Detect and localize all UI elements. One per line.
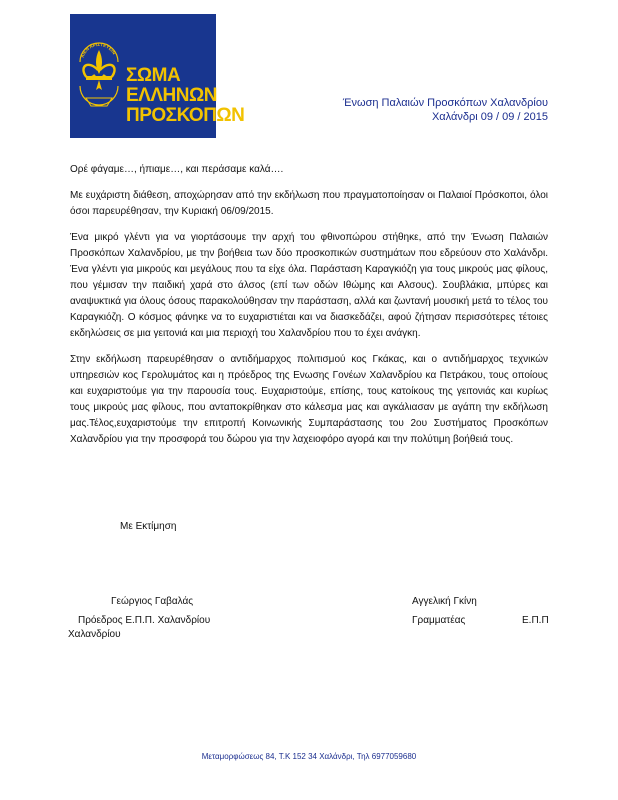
logo-line-1: ΣΩΜΑ [126, 65, 181, 86]
left-signatory-title: Πρόεδρος Ε.Π.Π. Χαλανδρίου [78, 615, 211, 626]
logo-line-3: ΠΡΟΣΚΟΠΩΝ [126, 105, 245, 126]
left-signatory-title-cont: Χαλανδρίου [68, 629, 121, 640]
right-signatory-name: Αγγελική Γκίνη [412, 596, 477, 607]
scouts-logo [70, 14, 245, 138]
logo-motto: ΑΙΕΝ ΑΡΙΣΤΕΥΕΙΝ [79, 41, 117, 59]
letterhead [343, 96, 548, 124]
left-signatory-name: Γεώργιος Γαβαλάς [111, 596, 194, 607]
greeting-paragraph: Ορέ φάγαμε…, ήπιαμε…, και περάσαμε καλά…. [70, 164, 284, 175]
logo-line-2: ΕΛΛΗΝΩΝ [126, 85, 217, 106]
footer-address: Μεταμορφώσεως 84, Τ.Κ 152 34 Χαλάνδρι, Τηλ 6977059680 [201, 752, 417, 761]
closing: Με Εκτίμηση [120, 521, 177, 532]
right-signatory-org: Ε.Π.Π [522, 615, 549, 626]
letter-body [70, 162, 548, 458]
body-paragraph: Ένα μικρό γλέντι για να γιορτάσουμε την αρχή του φθινοπώρου στήθηκε, από την Ένωση Παλαιών Προσκόπων Χαλανδρίου, με την βοήθεια των δύο προσκοπικών συστημάτων που εδρεύουν στο Χαλάνδρι. Ένα γλέντι για μικρούς και μεγάλους που τα είχε όλα. Παράσταση Καραγκιόζη για τους μικρούς μας φίλους, που γέμισαν την παιδική χαρά στο άλσος (επί των οδών Ιθώμης και Αλσους). Σουβλάκια, μπύρες και αναψυκτικά για όλους όσους παρακολούθησαν την παράσταση, αλλά και ζωντανή μουσική μετά το τέλος του Καραγκιόζη. Ο κόσμος φάνηκε να το ευχαριστιέται και να διασκεδάζει, αφού ζήτησαν περισσότερες τέτοιες εκδηλώσεις σε μια γειτονιά και μια περιοχή του Χαλανδρίου που το έχει ανάγκη. [70, 232, 548, 339]
body-paragraph: Στην εκδήλωση παρευρέθησαν ο αντιδήμαρχος πολιτισμού κος Γκάκας, και ο αντιδήμαρχος τεχνικών υπηρεσιών κος Γερολυμάτος και η πρόεδρος της Ενωσης Γονέων Χαλανδρίου κα Πετράκου, τους οποίους και ευχαριστούμε για την παρουσία τους. Ευχαριστούμε, επίσης, τους κατοίκους της γειτονιάς και κυρίως τους μικρούς μας φίλους, που ανταποκρίθηκαν στο κάλεσμα μας και αγκάλιασαν με αγάπη την εκδήλωση μας.Τέλος,ευχαριστούμε την επιτροπή Κοινωνικής Συμπαράστασης του 2ου Συστήματος Προσκόπων Χαλανδρίου για την προσφορά του δώρου για την λαχειοφόρο αγορά και την πολύτιμη βοήθειά τους. [70, 354, 548, 445]
right-signatory-title: Γραμματέας [412, 615, 466, 626]
place-date: Χαλάνδρι 09 / 09 / 2015 [431, 111, 548, 123]
logo-text [126, 65, 245, 126]
fleur-de-lis-emblem-icon [74, 20, 124, 130]
body-paragraph: Με ευχάριστη διάθεση, αποχώρησαν από την εκδήλωση που πραγματοποίησαν οι Παλαιοί Πρόσκοποι, όλοι όσοι παρευρέθησαν, την Κυριακή 06/09/2015. [70, 190, 548, 217]
organization-name: Ένωση Παλαιών Προσκόπων Χαλανδρίου [342, 97, 548, 109]
